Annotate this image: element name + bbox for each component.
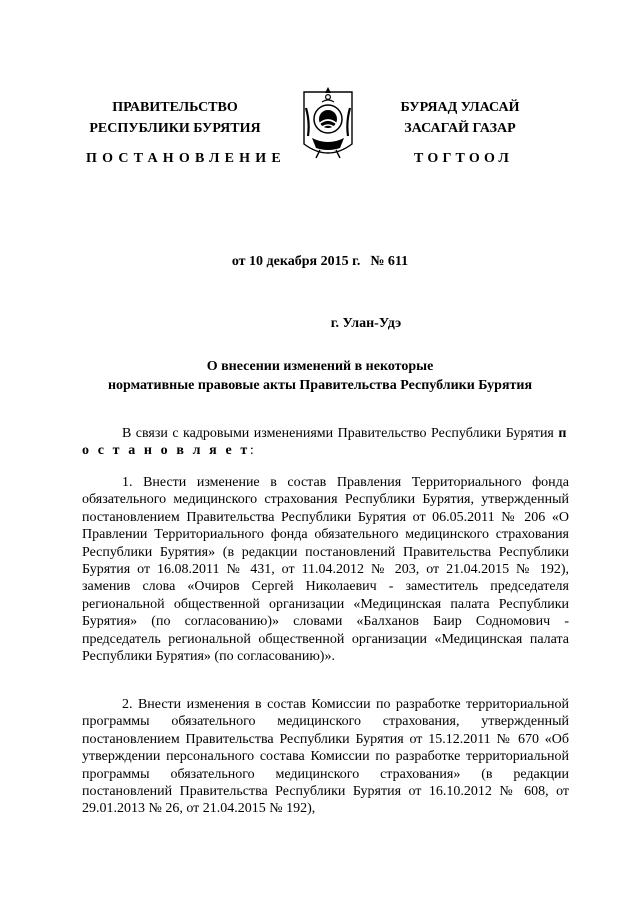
clause-2-paragraph bbox=[82, 696, 569, 818]
document-subject bbox=[0, 357, 640, 395]
preamble-paragraph bbox=[82, 425, 569, 460]
issuer-line-1-buryat: БУРЯАД УЛАСАЙ bbox=[400, 100, 520, 115]
issuer-line-2-buryat: ЗАСАГАЙ ГАЗАР bbox=[404, 121, 516, 136]
republic-of-buryatia-coat-of-arms-icon bbox=[298, 86, 358, 162]
issuer-name-russian bbox=[82, 97, 268, 139]
subject-line-1: О внесении изменений в некоторые bbox=[206, 359, 434, 374]
subject-line-2: нормативные правовые акты Правительства Республики Бурятия bbox=[107, 378, 533, 393]
date-number-line bbox=[0, 252, 640, 271]
document-date: от 10 декабря 2015 г. bbox=[231, 254, 361, 269]
preamble-colon: : bbox=[249, 443, 254, 459]
issuer-line-2: РЕСПУБЛИКИ БУРЯТИЯ bbox=[89, 121, 261, 136]
document-type-russian: ПОСТАНОВЛЕНИЕ bbox=[86, 151, 286, 166]
preamble-text: В связи с кадровыми изменениями Правительство Республики Бурятия bbox=[122, 426, 559, 441]
clause-1-paragraph bbox=[82, 474, 569, 665]
clause-1-text: 1. Внести изменение в состав Правления Территориального фонда обязательного медицинского страхования Республики Бурятия, утвержденный постановлением Правительства Республики Бурятия от 06.05.2011 № 206 «О Правлении Территориального фонда обязательного медицинского страхования Республики Бурятия» (в редакции постановлений Правительства Республики Бурятия от 16.08.2011 № 431, от 11.04.2012 № 203, от 21.04.2015 № 192), заменив слова «Очиров Сергей Николаевич - заместитель председателя региональной общественной организации «Медицинская палата Республики Бурятия» (по согласованию)» словами «Балханов Баир Содномович - председатель региональной общественной организации «Медицинская палата Республики Бурятия» (по согласованию)». bbox=[82, 475, 569, 665]
resolution-keyword: п о с т а н о в л я е т bbox=[82, 426, 569, 459]
document-type-buryat: ТОГТООЛ bbox=[414, 151, 514, 166]
document-number: № 611 bbox=[370, 254, 409, 269]
issuer-name-buryat bbox=[370, 97, 550, 139]
clause-2-text: 2. Внести изменения в состав Комиссии по разработке территориальной программы обязательного медицинского страхования, утвержденный постановлением Правительства Республики Бурятия от 15.12.2011 № 670 «Об утверждении персонального состава Комиссии по разработке территориальной программы обязательного медицинского страхования» (в редакции постановлений Правительства Республики Бурятия от 16.10.2012 № 608, от 29.01.2013 № 26, от 21.04.2015 № 192), bbox=[82, 697, 569, 817]
document-city: г. Улан-Удэ bbox=[330, 316, 402, 331]
issuer-line-1: ПРАВИТЕЛЬСТВО bbox=[112, 100, 238, 115]
